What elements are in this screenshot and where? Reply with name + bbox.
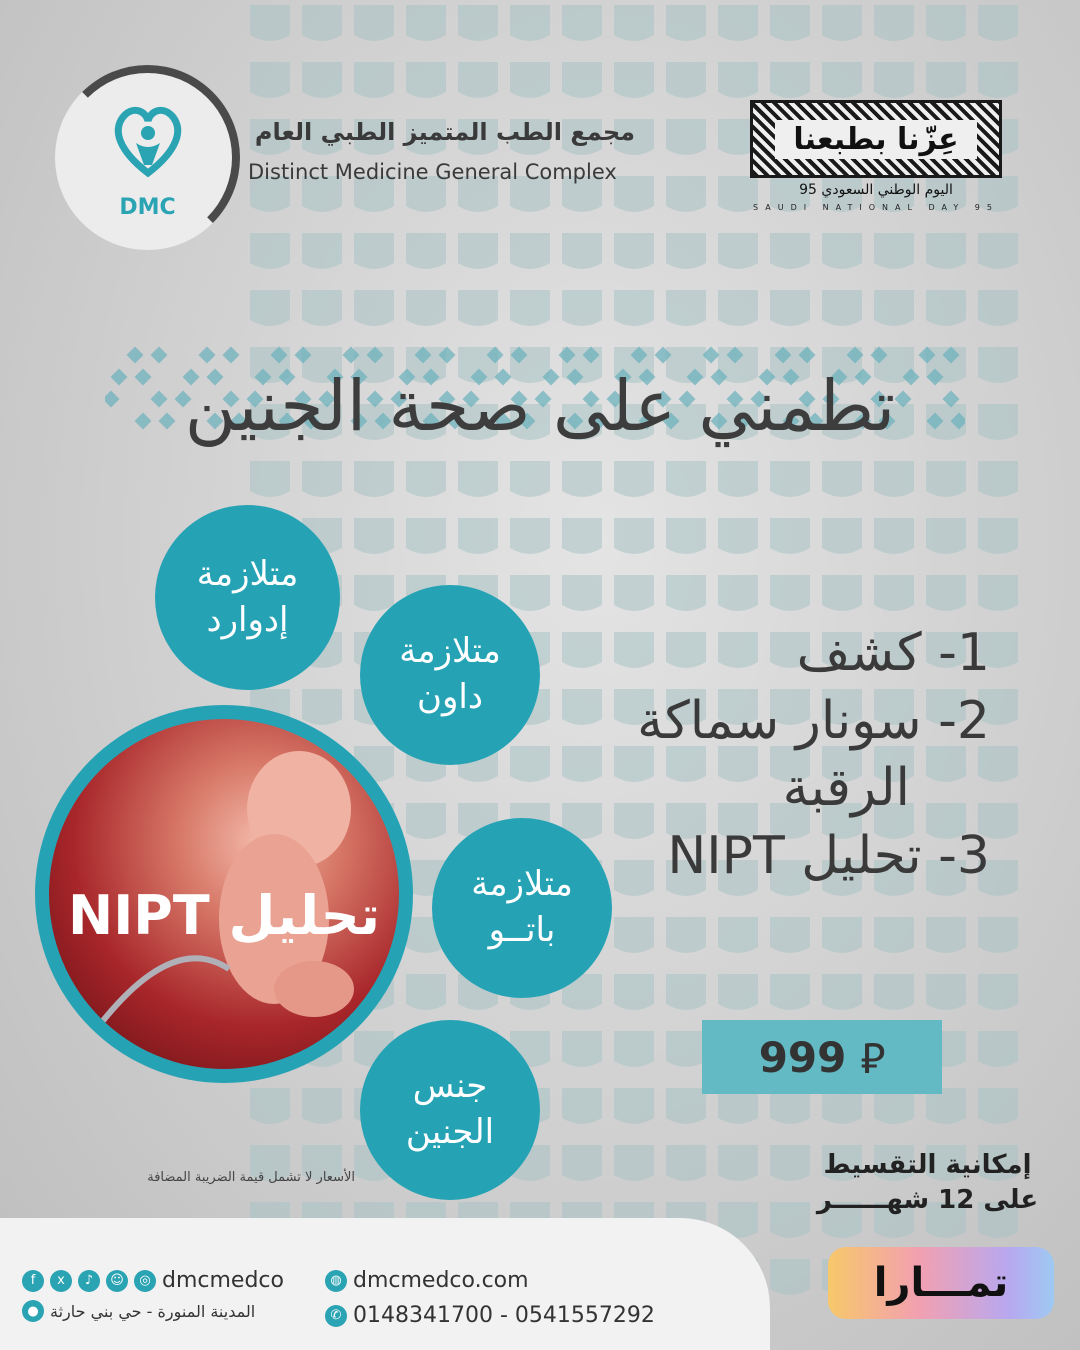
pattern-tile <box>718 518 758 554</box>
social-handle[interactable]: dmcmedco <box>162 1268 284 1293</box>
pattern-tile <box>718 461 758 497</box>
page-title: تطمني على صحة الجنين <box>184 365 896 447</box>
list-item: 2- سونار سماكة <box>637 690 990 751</box>
pattern-tile <box>614 176 654 212</box>
pattern-tile <box>614 62 654 98</box>
decor-diamond <box>415 347 432 364</box>
pattern-tile <box>978 974 1018 1010</box>
pattern-tile <box>354 290 394 326</box>
price-box <box>702 1020 942 1094</box>
pattern-tile <box>822 290 862 326</box>
pattern-tile <box>978 1031 1018 1067</box>
footer <box>0 1218 770 1350</box>
heart-person-icon <box>108 95 188 185</box>
tamara-logo: تمـــارا <box>828 1247 1054 1319</box>
pattern-tile <box>666 1031 706 1067</box>
pattern-tile <box>822 461 862 497</box>
pattern-tile <box>354 233 394 269</box>
pattern-tile <box>822 62 862 98</box>
pattern-tile <box>770 575 810 611</box>
pattern-tile <box>562 290 602 326</box>
decor-diamond <box>343 347 360 364</box>
pattern-tile <box>302 5 342 41</box>
decor-diamond <box>367 347 384 364</box>
pattern-tile <box>926 5 966 41</box>
pattern-tile <box>510 746 550 782</box>
bubble-down: متلازمة داون <box>360 585 540 765</box>
pattern-tile <box>978 5 1018 41</box>
nipt-label: تحليل NIPT <box>68 884 380 947</box>
instagram-icon[interactable]: ◎ <box>134 1270 156 1292</box>
pattern-tile <box>562 1088 602 1124</box>
pattern-tile <box>978 233 1018 269</box>
pattern-tile <box>874 518 914 554</box>
pattern-tile <box>718 5 758 41</box>
decor-diamond <box>655 347 672 364</box>
pattern-tile <box>302 290 342 326</box>
pattern-tile <box>666 461 706 497</box>
phone-icon: ✆ <box>325 1305 347 1327</box>
address-row <box>22 1300 255 1322</box>
pattern-tile <box>874 575 914 611</box>
pattern-tile <box>510 518 550 554</box>
bubble-gender: جنس الجنين <box>360 1020 540 1200</box>
pattern-tile <box>406 518 446 554</box>
pattern-tile <box>302 1088 342 1124</box>
pattern-tile <box>874 974 914 1010</box>
tiktok-icon[interactable]: ♪ <box>78 1270 100 1292</box>
pattern-tile <box>406 5 446 41</box>
pattern-tile <box>354 575 394 611</box>
pattern-tile <box>822 5 862 41</box>
decor-diamond <box>919 347 936 364</box>
decor-diamond <box>199 347 216 364</box>
pattern-tile <box>874 290 914 326</box>
dmc-logo <box>55 65 240 250</box>
pattern-tile <box>406 974 446 1010</box>
national-day-line-ar: اليوم الوطني السعودي 95 <box>799 182 953 198</box>
pattern-tile <box>978 575 1018 611</box>
phone-numbers[interactable]: 0148341700 - 0541557292 <box>353 1303 655 1328</box>
pattern-tile <box>510 575 550 611</box>
pattern-tile <box>770 518 810 554</box>
tax-note: الأسعار لا تشمل قيمة الضريبة المضافة <box>147 1170 355 1185</box>
pattern-tile <box>614 290 654 326</box>
pattern-tile <box>458 5 498 41</box>
pattern-tile <box>406 290 446 326</box>
pattern-tile <box>926 518 966 554</box>
decor-diamond <box>799 347 816 364</box>
decor-diamond <box>271 347 288 364</box>
pattern-tile <box>562 62 602 98</box>
bubble-edwards: متلازمة إدوارد <box>155 505 340 690</box>
pattern-tile <box>562 575 602 611</box>
pattern-tile <box>718 1145 758 1181</box>
pattern-tile <box>718 233 758 269</box>
pattern-tile <box>770 461 810 497</box>
pattern-tile <box>666 575 706 611</box>
pattern-tile <box>978 917 1018 953</box>
pattern-tile <box>978 1088 1018 1124</box>
fetus-image <box>49 719 399 1069</box>
pattern-tile <box>978 404 1018 440</box>
pattern-tile <box>562 5 602 41</box>
decor-diamond <box>847 347 864 364</box>
pattern-tile <box>354 518 394 554</box>
pattern-tile <box>718 974 758 1010</box>
riyal-icon: ⃁ <box>860 1033 886 1083</box>
pattern-tile <box>666 1145 706 1181</box>
address-text: المدينة المنورة - حي بني حارثة <box>50 1301 256 1321</box>
website-row <box>325 1268 529 1293</box>
pattern-tile <box>406 461 446 497</box>
pattern-tile <box>770 233 810 269</box>
bubble-patau: متلازمة باتــو <box>432 818 612 998</box>
decor-diamond <box>511 347 528 364</box>
globe-icon: ◍ <box>325 1270 347 1292</box>
national-day-logo <box>750 100 1002 178</box>
pattern-tile <box>406 62 446 98</box>
pattern-tile <box>926 974 966 1010</box>
pattern-tile <box>770 290 810 326</box>
fetus-image-frame <box>35 705 413 1083</box>
decor-diamond <box>295 347 312 364</box>
pattern-tile <box>250 461 290 497</box>
pattern-tile <box>978 461 1018 497</box>
pattern-tile <box>978 347 1018 383</box>
pattern-tile <box>562 518 602 554</box>
services-list <box>560 620 990 890</box>
pattern-tile <box>926 233 966 269</box>
pattern-tile <box>666 1088 706 1124</box>
list-item: الرقبة <box>782 758 910 819</box>
decor-diamond <box>127 347 144 364</box>
pattern-tile <box>562 1145 602 1181</box>
pattern-tile <box>354 62 394 98</box>
pattern-tile <box>666 917 706 953</box>
pattern-tile <box>510 233 550 269</box>
price-value: 999 <box>758 1032 847 1082</box>
pattern-tile <box>666 176 706 212</box>
pattern-tile <box>718 290 758 326</box>
social-row <box>22 1268 284 1293</box>
decor-diamond <box>439 347 456 364</box>
installment-line-2: على 12 شهــــــر <box>816 1185 1039 1216</box>
pattern-tile <box>874 62 914 98</box>
pattern-tile <box>510 290 550 326</box>
pattern-tile <box>666 518 706 554</box>
decor-diamond <box>223 347 240 364</box>
pattern-tile <box>822 518 862 554</box>
pattern-tile <box>874 917 914 953</box>
pattern-tile <box>406 233 446 269</box>
location-icon: ● <box>22 1300 44 1322</box>
installment-note <box>800 1148 1055 1218</box>
pattern-tile <box>458 62 498 98</box>
pattern-tile <box>614 1088 654 1124</box>
pattern-tile <box>406 803 446 839</box>
pattern-tile <box>770 917 810 953</box>
decor-diamond <box>775 347 792 364</box>
pattern-tile <box>250 290 290 326</box>
list-item: 3- تحليل NIPT <box>667 825 990 886</box>
pattern-tile <box>458 290 498 326</box>
pattern-tile <box>770 1259 810 1295</box>
phone-row <box>325 1303 655 1328</box>
pattern-tile <box>562 461 602 497</box>
decor-diamond <box>151 347 168 364</box>
decor-diamond <box>487 347 504 364</box>
pattern-tile <box>666 974 706 1010</box>
pattern-tile <box>926 917 966 953</box>
pattern-tile <box>770 62 810 98</box>
pattern-tile <box>614 1145 654 1181</box>
decor-diamond <box>583 347 600 364</box>
decor-diamond <box>703 347 720 364</box>
decor-diamond <box>727 347 744 364</box>
pattern-tile <box>458 461 498 497</box>
pattern-tile <box>250 233 290 269</box>
decor-diamond <box>943 347 960 364</box>
pattern-tile <box>562 233 602 269</box>
pattern-tile <box>666 290 706 326</box>
pattern-tile <box>510 62 550 98</box>
decor-diamond <box>871 347 888 364</box>
snapchat-icon[interactable]: ☺ <box>106 1270 128 1292</box>
list-item: 1- كشف <box>796 623 990 683</box>
pattern-tile <box>614 518 654 554</box>
pattern-tile <box>926 461 966 497</box>
x-icon[interactable]: x <box>50 1270 72 1292</box>
pattern-tile <box>822 233 862 269</box>
pattern-tile <box>978 518 1018 554</box>
pattern-tile <box>822 917 862 953</box>
pattern-tile <box>614 1031 654 1067</box>
pattern-tile <box>250 5 290 41</box>
pattern-tile <box>614 917 654 953</box>
pattern-tile <box>354 461 394 497</box>
installment-line-1: إمكانية التقسيط <box>823 1150 1032 1180</box>
pattern-tile <box>354 5 394 41</box>
logo-text: DMC <box>119 195 176 220</box>
pattern-tile <box>250 1088 290 1124</box>
pattern-tile <box>666 5 706 41</box>
pattern-tile <box>822 974 862 1010</box>
facebook-icon[interactable]: f <box>22 1270 44 1292</box>
pattern-tile <box>614 974 654 1010</box>
pattern-tile <box>302 461 342 497</box>
pattern-tile <box>666 62 706 98</box>
pattern-tile <box>978 290 1018 326</box>
decor-diamond <box>559 347 576 364</box>
pattern-tile <box>458 518 498 554</box>
pattern-tile <box>614 233 654 269</box>
pattern-tile <box>302 62 342 98</box>
pattern-tile <box>978 62 1018 98</box>
pattern-tile <box>458 233 498 269</box>
pattern-tile <box>926 575 966 611</box>
decor-diamond <box>631 347 648 364</box>
pattern-tile <box>666 233 706 269</box>
pattern-tile <box>510 461 550 497</box>
pattern-tile <box>770 5 810 41</box>
pattern-tile <box>718 62 758 98</box>
pattern-tile <box>718 575 758 611</box>
pattern-tile <box>718 917 758 953</box>
pattern-tile <box>874 461 914 497</box>
pattern-tile <box>874 233 914 269</box>
website-link[interactable]: dmcmedco.com <box>353 1268 529 1293</box>
pattern-tile <box>926 290 966 326</box>
pattern-tile <box>614 5 654 41</box>
national-day-line-en: SAUDI NATIONAL DAY 95 <box>753 203 999 212</box>
pattern-tile <box>614 461 654 497</box>
pattern-tile <box>302 233 342 269</box>
brand-name-ar: مجمع الطب المتميز الطبي العام <box>254 118 635 146</box>
pattern-tile <box>822 575 862 611</box>
pattern-tile <box>614 575 654 611</box>
brand-name-en: Distinct Medicine General Complex <box>248 160 617 184</box>
pattern-tile <box>926 62 966 98</box>
pattern-tile <box>562 1031 602 1067</box>
pattern-tile <box>250 62 290 98</box>
pattern-tile <box>510 5 550 41</box>
pattern-tile <box>770 974 810 1010</box>
pattern-tile <box>874 5 914 41</box>
pattern-tile <box>666 119 706 155</box>
national-day-slogan: عِزّنا بطبعنا <box>775 120 976 159</box>
